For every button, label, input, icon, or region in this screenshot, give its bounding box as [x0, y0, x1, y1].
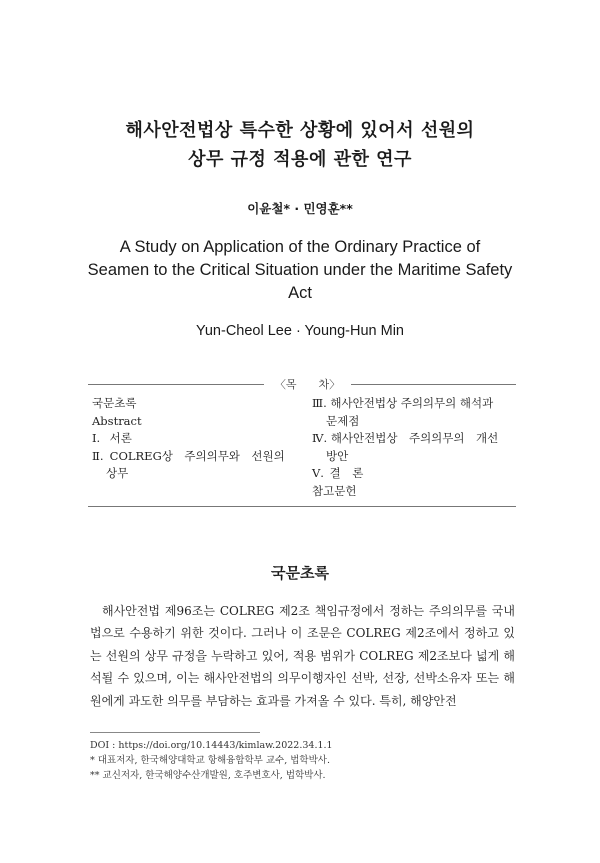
toc-item-label: 서론	[109, 431, 132, 445]
doi-footnote: DOI : https://doi.org/10.14443/kimlaw.2022.34.1.1	[90, 740, 333, 751]
english-title-line-2: Seamen to the Critical Situation under the Maritime Safety	[87, 261, 513, 279]
english-title	[70, 236, 530, 305]
toc-item-label: 결 론	[329, 466, 364, 480]
toc-item	[92, 430, 306, 448]
toc-item-label: 해사안전법상 주의의무의 해석과	[330, 396, 494, 410]
footnote-corresponding-author: ** 교신저자, 한국해양수산개발원, 호주변호사, 법학박사.	[90, 770, 326, 781]
toc-item	[312, 395, 516, 430]
toc-item	[312, 430, 516, 465]
toc-item-label: Abstract	[92, 413, 142, 428]
abstract-body: 해사안전법 제96조는 COLREG 제2조 책임규정에서 정하는 주의의무를 국내법으로 수용하기 위한 것이다. 그러나 이 조문은 COLREG 제2조에서 정하고 있는 선원의 상무 규정을 누락하고 있어, 적용 범위가 COLREG 제2조보다 넓게 해석될 수 있으며, 이는 해사안전법의 의무이행자인 선박, 선장, 선박소유자 또는 해원에게 과도한 의무를 부담하는 효과를 가져올 수 있다. 특히, 해양안전	[90, 604, 515, 708]
toc-item	[92, 413, 306, 431]
toc-item	[92, 395, 306, 413]
toc-item-continuation: 문제점	[326, 413, 360, 428]
toc-item	[92, 448, 306, 483]
english-title-line-1: A Study on Application of the Ordinary Practice of	[119, 238, 481, 256]
toc-column-right	[312, 395, 516, 500]
abstract-heading: 국문초록	[271, 564, 329, 582]
footnote-first-author: * 대표저자, 한국해양대학교 항해융합학부 교수, 법학박사.	[90, 755, 330, 766]
english-title-line-3: Act	[288, 284, 312, 302]
footnotes	[90, 738, 520, 783]
toc-heading: 〈목 차〉	[274, 378, 341, 391]
toc-item-continuation: 상무	[106, 466, 129, 480]
toc-item-label: 국문초록	[92, 396, 137, 410]
korean-title-line-2: 상무 규정 적용에 관한 연구	[188, 149, 412, 170]
toc-item	[312, 483, 516, 501]
korean-title	[60, 116, 540, 174]
toc-item-number: Ⅰ.	[92, 431, 101, 445]
english-authors: Yun-Cheol Lee · Young-Hun Min	[196, 323, 404, 339]
toc-item-number: Ⅲ.	[312, 396, 327, 410]
toc-rule-left	[88, 384, 264, 385]
footnote-rule	[90, 732, 260, 733]
toc-item-continuation: 방안	[326, 448, 349, 463]
toc-item-label: 해사안전법상 주의의무의 개선	[330, 431, 499, 445]
toc-item-number: Ⅱ.	[92, 448, 104, 463]
toc-column-left	[92, 395, 306, 483]
toc-item-label: 참고문헌	[312, 483, 357, 498]
table-of-contents	[88, 376, 516, 507]
toc-item-number: Ⅳ.	[312, 431, 328, 445]
toc-rule-right	[351, 384, 516, 385]
toc-item-label: COLREG상 주의의무와 선원의	[109, 448, 285, 463]
korean-title-line-1: 해사안전법상 특수한 상황에 있어서 선원의	[125, 120, 475, 141]
korean-authors: 이윤철* · 민영훈**	[247, 201, 353, 216]
toc-item	[312, 465, 516, 483]
toc-item-number: Ⅴ.	[312, 466, 324, 480]
